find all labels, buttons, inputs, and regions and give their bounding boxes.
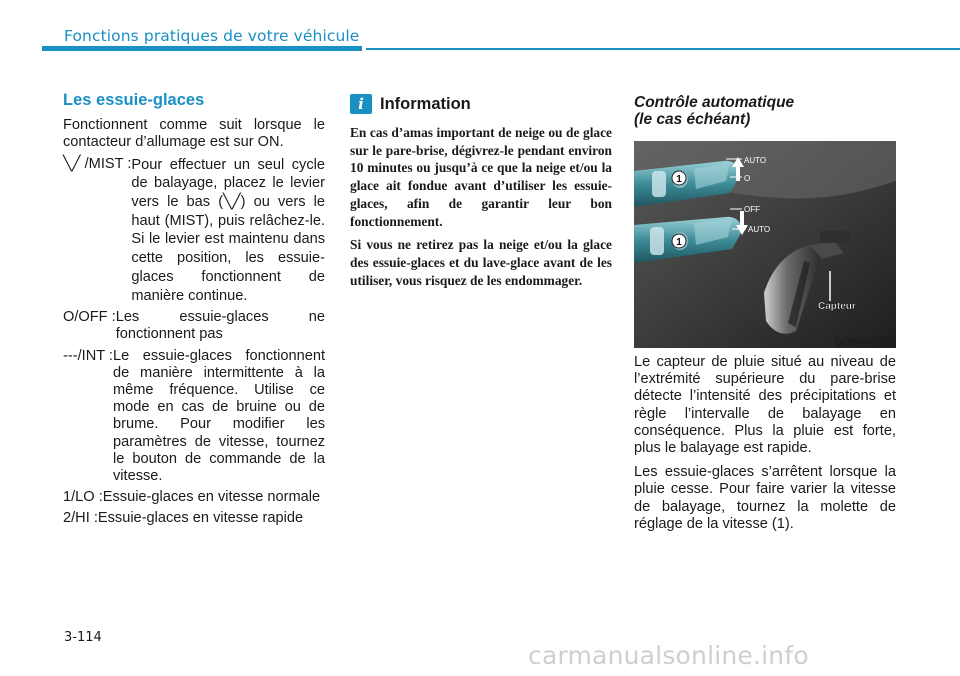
watermark: carmanualsonline.info (528, 641, 809, 670)
page-number: 3-114 (64, 630, 102, 645)
dial-label-top: 1 (676, 174, 682, 185)
label-auto-top: AUTO (744, 156, 767, 165)
information-paragraph-2: Si vous ne retirez pas la neige et/ou la glace des essuie-glaces et du lave-glace avant de les utiliser, vous risquez de les endommager. (350, 237, 612, 288)
section-header-title: Fonctions pratiques de votre véhicule (64, 27, 360, 45)
wipers-intro: Fonctionnent comme suit lorsque le contacteur d’allumage est sur ON. (63, 117, 325, 151)
header-rule-thin (366, 48, 960, 50)
header-rule-thick (42, 46, 362, 51)
label-o: O (744, 174, 751, 183)
def-mist (63, 156, 325, 306)
auto-control-title-line2: (le cas échéant) (634, 111, 751, 128)
def-key: ---/INT : (63, 347, 113, 364)
wiper-lever-illustration (634, 141, 896, 348)
wiper-lever-figure (634, 141, 896, 348)
def-value: Essuie-glaces en vitesse normale (102, 489, 321, 506)
def-off (63, 309, 325, 343)
def-key: 1/LO : (63, 489, 103, 506)
label-off: OFF (744, 205, 760, 214)
def-hi (63, 510, 325, 527)
def-lo (63, 489, 325, 506)
information-paragraph-1: En cas d’amas important de neige ou de glace sur le pare-brise, dégivrez-le pendant environ 10 minutes ou jusqu’à ce que la neige et/ou la glace ait fondue avant d’utiliser les essuie-glaces, afin de garantir leur bon fonctionnement. (350, 125, 612, 229)
def-value: Pour effectuer un seul cycle de balayage, placez le levier vers le bas (╲╱) ou vers le haut (MIST), puis relâchez-le. Si le levier est maintenu dans cette position, les essuie-glaces fonctionnent de manière continue. (131, 156, 325, 304)
auto-control-heading (634, 94, 896, 128)
def-value: Essuie-glaces en vitesse rapide (97, 510, 304, 527)
label-auto-bottom: AUTO (748, 225, 771, 234)
def-value: Le essuie-glaces fonctionnent de manière intermittente à la même fréquence. Utilise ce mode en cas de bruine ou de brume. Pour modifier les paramètres de vitesse, tournez le bouton de commande de la vitesse. (113, 347, 325, 485)
label-capteur: Capteur (818, 301, 856, 312)
information-header (350, 94, 612, 114)
dial-label-bottom: 1 (676, 237, 682, 248)
def-key: O/OFF : (63, 309, 116, 326)
auto-control-paragraph-1: Le capteur de pluie situé au niveau de l’extrémité supérieure du pare-brise détecte l’intensité des précipitations et règle l’intervalle de balayage en conséquence. Plus la pluie est forte, plus le balayage est rapide. (634, 354, 896, 457)
auto-control-body (634, 354, 896, 540)
figure-caption: OOS047322L (834, 337, 896, 348)
information-box (350, 94, 612, 295)
wipers-column (63, 92, 325, 532)
def-value: Les essuie-glaces ne fonctionnent pas (115, 309, 325, 343)
def-key: ╲╱ /MIST : (63, 155, 132, 172)
auto-control-paragraph-2: Les essuie-glaces s’arrêtent lorsque la pluie cesse. Pour faire varier la vitesse de balayage, tournez la molette de réglage de la vitesse (1). (634, 464, 896, 532)
information-title: Information (380, 94, 471, 113)
auto-control-title-line1: Contrôle automatique (634, 94, 795, 111)
wipers-title: Les essuie-glaces (63, 91, 205, 109)
def-int (63, 348, 325, 486)
info-icon: i (350, 94, 372, 114)
def-key: 2/HI : (63, 510, 98, 527)
